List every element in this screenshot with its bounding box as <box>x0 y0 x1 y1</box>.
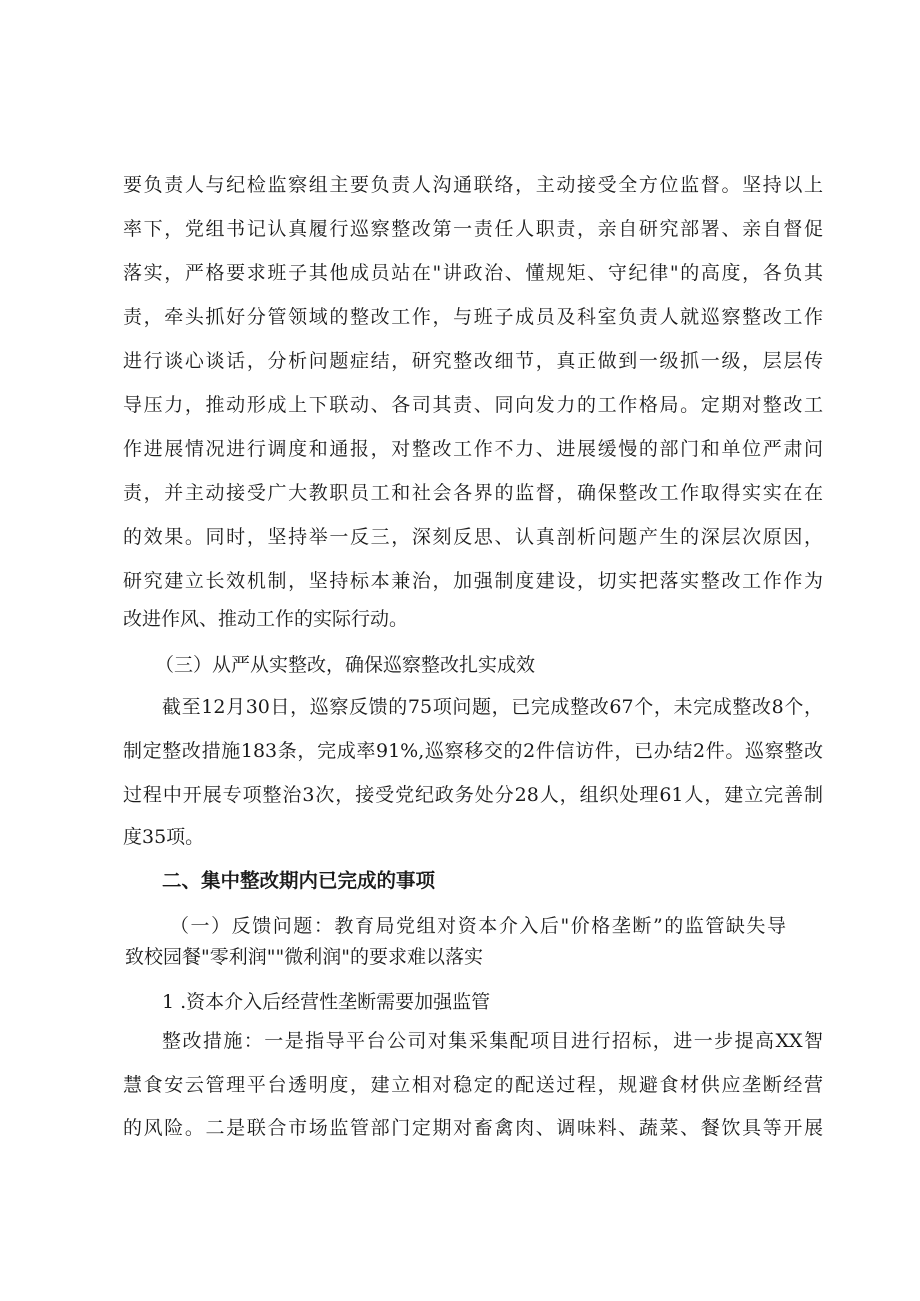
paragraph-line: 截至12月30日，巡察反馈的75项问题，已完成整改67个，未完成整改8个， <box>162 696 823 718</box>
paragraph-line: 进行谈心谈话，分析问题症结，研究整改细节，真正做到一级抓一级，层层传 <box>123 350 823 372</box>
paragraph-line: 导压力，推动形成上下联动、各司其责、同向发力的工作格局。定期对整改工 <box>123 394 823 416</box>
paragraph-line: 责，牵头抓好分管领域的整改工作，与班子成员及科室负责人就巡察整改工作 <box>123 306 823 328</box>
paragraph-line: 落实，严格要求班子其他成员站在"讲政治、懂规矩、守纪律"的高度，各负其 <box>123 262 823 284</box>
measures-line: 整改措施：一是指导平台公司对集采集配项目进行招标，进一步提高XX智 <box>162 1030 823 1052</box>
issue-line: （一）反馈问题：教育局党组对资本介入后"价格垄断”的监管缺失导 <box>170 915 786 937</box>
measures-line: 的风险。二是联合市场监管部门定期对畜禽肉、调味料、蔬菜、餐饮具等开展 <box>123 1117 823 1139</box>
paragraph-line: 责，并主动接受广大教职员工和社会各界的监督，确保整改工作取得实实在在 <box>123 482 823 504</box>
paragraph-line: 改进作风、推动工作的实际行动。 <box>123 608 409 630</box>
paragraph-line: 研究建立长效机制，坚持标本兼治，加强制度建设，切实把落实整改工作作为 <box>123 570 823 592</box>
paragraph-line: 作进展情况进行调度和通报，对整改工作不力、进展缓慢的部门和单位严肃问 <box>123 438 823 460</box>
paragraph-line: 要负责人与纪检监察组主要负责人沟通联络，主动接受全方位监督。坚持以上 <box>123 174 823 196</box>
paragraph-line: 率下，党组书记认真履行巡察整改第一责任人职责，亲自研究部署、亲自督促 <box>123 218 823 240</box>
paragraph-line: 度35项。 <box>123 826 205 848</box>
paragraph-line: 制定整改措施183条，完成率91%,巡察移交的2件信访件，已办结2件。巡察整改 <box>123 740 823 762</box>
issue-line: 致校园餐"零利润""微利润"的要求难以落实 <box>125 946 483 968</box>
item-title: 1 .资本介入后经营性垄断需要加强监管 <box>162 991 491 1013</box>
paragraph-line: 的效果。同时，坚持举一反三，深刻反思、认真剖析问题产生的深层次原因， <box>123 526 823 548</box>
subheading-three: （三）从严从实整改，确保巡察整改扎实成效 <box>155 654 536 676</box>
paragraph-line: 过程中开展专项整治3次，接受党纪政务处分28人，组织处理61人，建立完善制 <box>123 784 823 806</box>
section-heading: 二、集中整改期内已完成的事项 <box>162 869 436 892</box>
measures-line: 慧食安云管理平台透明度，建立相对稳定的配送过程，规避食材供应垄断经营 <box>123 1074 823 1096</box>
